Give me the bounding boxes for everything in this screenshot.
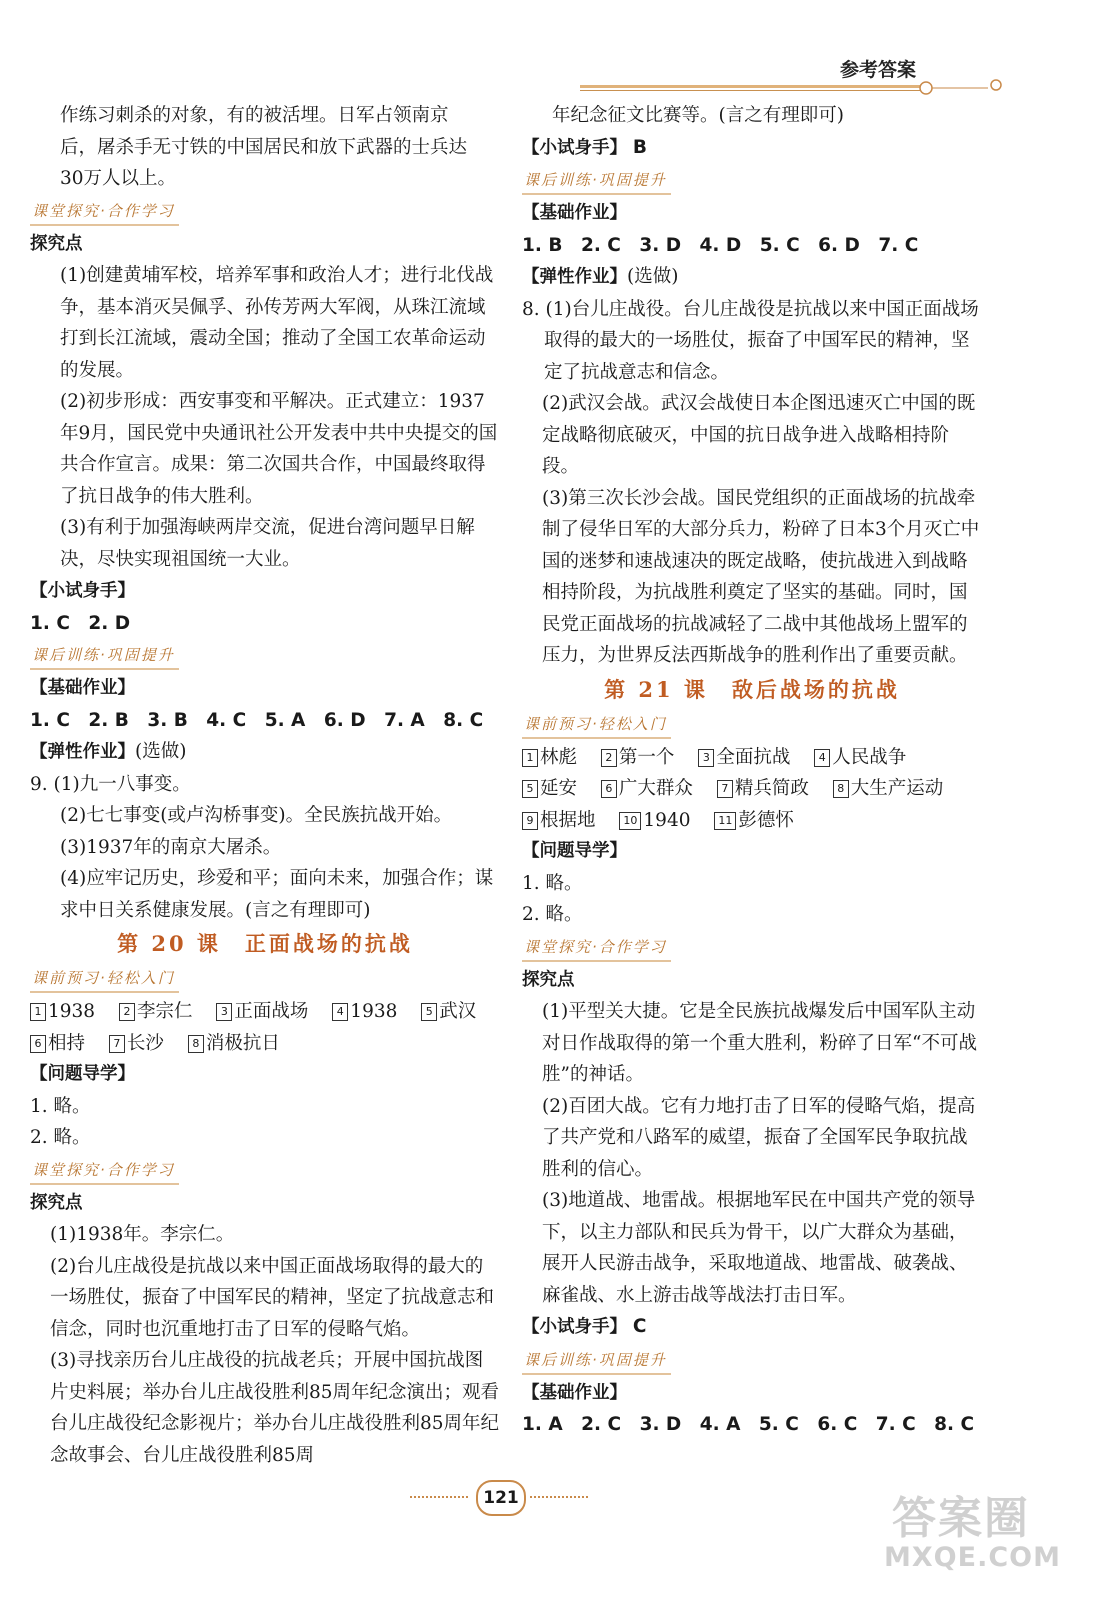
try-answers: 1. C 2. D bbox=[30, 612, 131, 634]
elastic-label: 【弹性作业】 bbox=[522, 267, 627, 287]
guide-label: 【问题导学】 bbox=[522, 841, 627, 861]
q9-line: 9. (1)九一八事变。 bbox=[30, 773, 191, 795]
blank-item: 2 第一个 bbox=[601, 747, 675, 768]
basic-answers: 1. C 2. B 3. B 4. C 5. A 6. D 7. A 8. C bbox=[30, 709, 484, 731]
elastic-note: (选做) bbox=[135, 741, 187, 762]
explore-label: 探究点 bbox=[30, 1192, 83, 1213]
explore-label: 探究点 bbox=[30, 233, 83, 254]
section-tag: 课前预习·轻松入门 bbox=[30, 965, 179, 993]
try-label: 【小试身手】 bbox=[30, 581, 135, 601]
explore-item: (3)有利于加强海峡两岸交流，促进台湾问题早日解决，尽快实现祖国统一大业。 bbox=[60, 517, 475, 570]
section-tag: 课后训练·巩固提升 bbox=[30, 642, 179, 670]
q8-item: (2)武汉会战。武汉会战使日本企图迅速灭亡中国的既定战略彻底破灭，中国的抗日战争进入战略相持阶段。 bbox=[542, 393, 976, 477]
section-tag: 课后训练·巩固提升 bbox=[522, 167, 671, 195]
page-header bbox=[540, 55, 1020, 95]
explore-item: (2)台儿庄战役是抗战以来中国正面战场取得的最大的一场胜仗，振奋了中国军民的精神，坚定了抗战意志和信念，同时也沉重地打击了日军的侵略气焰。 bbox=[50, 1255, 495, 1340]
q9-line: (2)七七事变(或卢沟桥事变)。全民族抗战开始。 bbox=[60, 805, 453, 826]
explore-item: (3)地道战、地雷战。根据地军民在中国共产党的领导下，以主力部队和民兵为骨干，以广大群众为基础，展开人民游击战争，采取地道战、地雷战、破袭战、麻雀战、水上游击战等战法打击日军。 bbox=[542, 1190, 976, 1306]
section-tag: 课堂探究·合作学习 bbox=[522, 934, 671, 962]
explore-item: (2)百团大战。它有力地打击了日军的侵略气焰，提高了共产党和八路军的威望，振奋了全国军民争取抗战胜利的信心。 bbox=[542, 1095, 976, 1180]
blank-item: 2 李宗仁 bbox=[119, 1001, 193, 1022]
basic-label: 【基础作业】 bbox=[30, 678, 135, 698]
elastic-note: (选做) bbox=[627, 266, 679, 287]
header-ornament-icon bbox=[918, 79, 1008, 95]
blank-item: 1 1938 bbox=[30, 1001, 95, 1022]
basic-label: 【基础作业】 bbox=[522, 203, 627, 223]
blank-item: 3 正面战场 bbox=[216, 1001, 308, 1022]
q9-line: (4)应牢记历史，珍爱和平；面向未来，加强合作；谋求中日关系健康发展。(言之有理即可) bbox=[60, 868, 494, 921]
elastic-label: 【弹性作业】 bbox=[30, 742, 135, 762]
blanks-row bbox=[30, 996, 500, 1028]
intro-line: 后，屠杀手无寸铁的中国居民和放下武器的士兵达 bbox=[60, 136, 468, 158]
explore-item: (1)创建黄埔军校，培养军事和政治人才；进行北伐战争，基本消灭吴佩孚、孙传芳两大军阀，从珠江流域打到长江流域，震动全国；推动了全国工农革命运动的发展。 bbox=[60, 265, 494, 381]
watermark-logo: 答案圈 bbox=[892, 1493, 1030, 1544]
watermark bbox=[880, 1482, 1080, 1592]
blanks-row bbox=[522, 742, 982, 774]
q9-line: (3)1937年的南京大屠杀。 bbox=[60, 836, 282, 858]
blanks-row bbox=[522, 773, 982, 805]
blank-item: 3 全面抗战 bbox=[698, 747, 790, 768]
q8-item: 8. (1)台儿庄战役。台儿庄战役是抗战以来中国正面战场取得的最大的一场胜仗，振奋了中国军民的精神，坚定了抗战意志和信念。 bbox=[522, 298, 979, 383]
right-column bbox=[522, 100, 982, 1441]
continued-line: 年纪念征文比赛等。(言之有理即可) bbox=[552, 105, 844, 126]
lesson-title: 第 21 课 敌后战场的抗战 bbox=[604, 676, 900, 702]
try-answer: B bbox=[632, 136, 647, 158]
header-rule bbox=[580, 85, 920, 88]
left-column bbox=[30, 100, 500, 1471]
footer-dots bbox=[410, 1496, 468, 1498]
guide-item: 1. 略。 bbox=[522, 872, 583, 894]
header-rule-thin bbox=[580, 90, 920, 91]
lesson-title: 第 20 课 正面战场的抗战 bbox=[117, 931, 413, 956]
blank-item: 10 1940 bbox=[619, 810, 690, 831]
blank-item: 11 彭德怀 bbox=[714, 810, 794, 831]
page-footer bbox=[410, 1478, 590, 1518]
blanks-row bbox=[30, 1028, 500, 1060]
explore-item: (3)寻找亲历台儿庄战役的抗战老兵；开展中国抗战图片史料展；举办台儿庄战役胜利85周年纪念演出；观看台儿庄战役纪念影视片；举办台儿庄战役胜利85周年纪念故事会、台儿庄战役胜利85周 bbox=[50, 1350, 500, 1466]
try-label: 【小试身手】 bbox=[522, 137, 627, 158]
intro-line: 作练习刺杀的对象，有的被活埋。日军占领南京 bbox=[60, 105, 449, 126]
basic-label: 【基础作业】 bbox=[522, 1382, 627, 1403]
section-tag: 课前预习·轻松入门 bbox=[522, 711, 671, 739]
blank-item: 5 延安 bbox=[522, 778, 577, 799]
blank-item: 7 精兵简政 bbox=[717, 778, 809, 799]
guide-item: 1. 略。 bbox=[30, 1095, 91, 1117]
guide-item: 2. 略。 bbox=[522, 904, 583, 925]
blank-item: 4 人民战争 bbox=[814, 747, 906, 768]
header-title: 参考答案 bbox=[840, 59, 917, 81]
blank-item: 9 根据地 bbox=[522, 810, 596, 831]
blank-item: 6 相持 bbox=[30, 1033, 85, 1054]
q8-item: (3)第三次长沙会战。国民党组织的正面战场的抗战牵制了侵华日军的大部分兵力，粉碎了日本3个月灭亡中国的迷梦和速战速决的既定战略，使抗战进入到战略相持阶段，为抗战胜利奠定了坚实的基础。同时，国民党正面战场的抗战减轻了二战中其他战场上盟军的压力，为世界反法西斯战争的胜利作出了重要贡献。 bbox=[542, 487, 980, 666]
explore-item: (1)1938年。李宗仁。 bbox=[50, 1224, 235, 1245]
blank-item: 8 消极抗日 bbox=[188, 1033, 280, 1054]
section-tag: 课后训练·巩固提升 bbox=[522, 1347, 671, 1375]
intro-line: 30万人以上。 bbox=[60, 168, 177, 189]
basic-answers: 1. A 2. C 3. D 4. A 5. C 6. C 7. C 8. C bbox=[522, 1414, 975, 1435]
try-answer: C bbox=[632, 1316, 647, 1337]
watermark-url: MXQE.COM bbox=[884, 1542, 1061, 1573]
blank-item: 5 武汉 bbox=[421, 1001, 476, 1022]
blanks-row bbox=[522, 805, 982, 837]
footer-dots bbox=[530, 1496, 588, 1498]
explore-label: 探究点 bbox=[522, 969, 575, 990]
blank-item: 8 大生产运动 bbox=[833, 778, 944, 799]
section-tag: 课堂探究·合作学习 bbox=[30, 1157, 179, 1185]
blank-item: 7 长沙 bbox=[109, 1033, 164, 1054]
try-label: 【小试身手】 bbox=[522, 1317, 627, 1337]
guide-item: 2. 略。 bbox=[30, 1127, 91, 1148]
explore-item: (2)初步形成：西安事变和平解决。正式建立：1937年9月，国民党中央通讯社公开发表中共中央提交的国共合作宣言。成果：第二次国共合作，中国最终取得了抗日战争的伟大胜利。 bbox=[60, 391, 498, 507]
guide-label: 【问题导学】 bbox=[30, 1064, 135, 1084]
page-number: 121 bbox=[476, 1480, 526, 1516]
blank-item: 6 广大群众 bbox=[601, 778, 693, 799]
explore-item: (1)平型关大捷。它是全民族抗战爆发后中国军队主动对日作战取得的第一个重大胜利，粉碎了日军“不可战胜”的神话。 bbox=[542, 1001, 977, 1085]
blank-item: 1 林彪 bbox=[522, 747, 577, 768]
section-tag: 课堂探究·合作学习 bbox=[30, 198, 179, 226]
basic-answers: 1. B 2. C 3. D 4. D 5. C 6. D 7. C bbox=[522, 234, 919, 256]
blank-item: 4 1938 bbox=[332, 1001, 397, 1022]
